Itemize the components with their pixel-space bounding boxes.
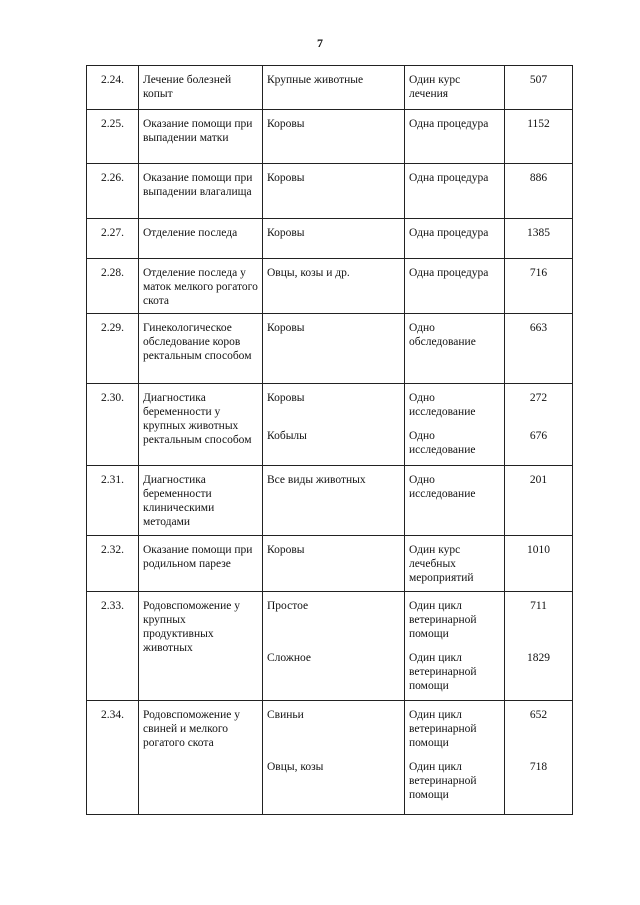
row-number: 2.31.	[87, 466, 139, 536]
animal-cell	[263, 466, 405, 536]
animal-cell	[263, 314, 405, 384]
price-value: 886	[529, 172, 548, 184]
service-name: Родовспоможение у свиней и мелкого рогатого скота	[139, 701, 263, 815]
table-row	[87, 466, 573, 536]
service-name: Родовспоможение у крупных продуктивных животных	[139, 592, 263, 701]
unit-cell	[405, 259, 505, 314]
unit-of-service: Одна процедура	[409, 227, 489, 239]
row-number: 2.29.	[87, 314, 139, 384]
animal-type: Сложное	[267, 652, 311, 664]
price-cell	[505, 259, 573, 314]
unit-of-service: Один цикл ветеринарной помощи	[409, 600, 477, 640]
unit-of-service: Один цикл ветеринарной помощи	[409, 652, 477, 692]
unit-cell	[405, 164, 505, 219]
price-cell	[505, 66, 573, 110]
table-row	[87, 66, 573, 110]
animal-cell	[263, 259, 405, 314]
table-row	[87, 701, 573, 815]
animal-cell	[263, 110, 405, 164]
price-cell	[505, 466, 573, 536]
unit-cell	[405, 66, 505, 110]
unit-cell	[405, 466, 505, 536]
table-row	[87, 314, 573, 384]
service-name: Отделение последа	[139, 219, 263, 259]
table-row	[87, 164, 573, 219]
unit-of-service: Один цикл ветеринарной помощи	[409, 761, 477, 801]
animal-type: Овцы, козы и др.	[267, 267, 350, 279]
price-value: 718	[529, 761, 548, 773]
animal-type: Коровы	[267, 322, 305, 334]
table-body	[87, 66, 573, 815]
service-name: Диагностика беременности клиническими методами	[139, 466, 263, 536]
table-row	[87, 219, 573, 259]
service-name: Отделение последа у маток мелкого рогатого скота	[139, 259, 263, 314]
animal-cell	[263, 164, 405, 219]
row-number: 2.28.	[87, 259, 139, 314]
price-value: 663	[529, 322, 548, 334]
price-cell	[505, 110, 573, 164]
price-value: 652	[529, 709, 548, 721]
animal-type: Все виды животных	[267, 474, 366, 486]
price-cell	[505, 701, 573, 815]
table-row	[87, 259, 573, 314]
row-number: 2.34.	[87, 701, 139, 815]
unit-of-service: Один цикл ветеринарной помощи	[409, 709, 477, 749]
unit-cell	[405, 110, 505, 164]
price-value: 507	[529, 74, 548, 86]
animal-type: Коровы	[267, 118, 305, 130]
unit-of-service: Одно исследование	[409, 474, 476, 500]
unit-cell	[405, 592, 505, 701]
service-name: Оказание помощи при выпадении матки	[139, 110, 263, 164]
animal-type: Кобылы	[267, 430, 307, 442]
price-cell	[505, 384, 573, 466]
service-name: Оказание помощи при родильном парезе	[139, 536, 263, 592]
animal-type: Крупные животные	[267, 74, 364, 86]
animal-type: Коровы	[267, 544, 305, 556]
unit-of-service: Одна процедура	[409, 172, 489, 184]
animal-type: Свиньи	[267, 709, 304, 721]
animal-cell	[263, 701, 405, 815]
unit-of-service: Одна процедура	[409, 118, 489, 130]
unit-of-service: Одно обследование	[409, 322, 476, 348]
price-table	[86, 65, 573, 815]
animal-type: Овцы, козы	[267, 761, 324, 773]
price-cell	[505, 314, 573, 384]
animal-cell	[263, 219, 405, 259]
animal-cell	[263, 66, 405, 110]
animal-type: Коровы	[267, 392, 305, 404]
service-name: Лечение болезней копыт	[139, 66, 263, 110]
price-value: 201	[529, 474, 548, 486]
unit-cell	[405, 701, 505, 815]
price-value: 1010	[527, 544, 550, 556]
row-number: 2.24.	[87, 66, 139, 110]
price-value: 1829	[527, 652, 550, 664]
animal-type: Коровы	[267, 172, 305, 184]
service-name: Гинекологическое обследование коров ректальным способом	[139, 314, 263, 384]
unit-cell	[405, 219, 505, 259]
row-number: 2.26.	[87, 164, 139, 219]
table-row	[87, 110, 573, 164]
row-number: 2.30.	[87, 384, 139, 466]
unit-cell	[405, 384, 505, 466]
price-cell	[505, 219, 573, 259]
animal-cell	[263, 592, 405, 701]
row-number: 2.33.	[87, 592, 139, 701]
unit-of-service: Одно исследование	[409, 392, 476, 418]
price-value: 716	[529, 267, 548, 279]
animal-type: Простое	[267, 600, 309, 612]
page-number: 7	[317, 36, 323, 50]
row-number: 2.27.	[87, 219, 139, 259]
price-value: 711	[530, 600, 547, 612]
unit-of-service: Один курс лечебных мероприятий	[409, 544, 474, 584]
table-row	[87, 592, 573, 701]
unit-of-service: Один курс лечения	[409, 74, 461, 100]
unit-of-service: Одна процедура	[409, 267, 489, 279]
table-row	[87, 384, 573, 466]
row-number: 2.32.	[87, 536, 139, 592]
price-cell	[505, 164, 573, 219]
row-number: 2.25.	[87, 110, 139, 164]
price-value: 1385	[527, 227, 550, 239]
price-cell	[505, 536, 573, 592]
unit-cell	[405, 314, 505, 384]
price-value: 272	[529, 392, 548, 404]
table-row	[87, 536, 573, 592]
animal-cell	[263, 384, 405, 466]
price-value: 676	[529, 430, 548, 442]
unit-of-service: Одно исследование	[409, 430, 476, 456]
price-value: 1152	[527, 118, 550, 130]
service-name: Диагностика беременности у крупных животных ректальным способом	[139, 384, 263, 466]
service-name: Оказание помощи при выпадении влагалища	[139, 164, 263, 219]
animal-type: Коровы	[267, 227, 305, 239]
unit-cell	[405, 536, 505, 592]
animal-cell	[263, 536, 405, 592]
price-cell	[505, 592, 573, 701]
